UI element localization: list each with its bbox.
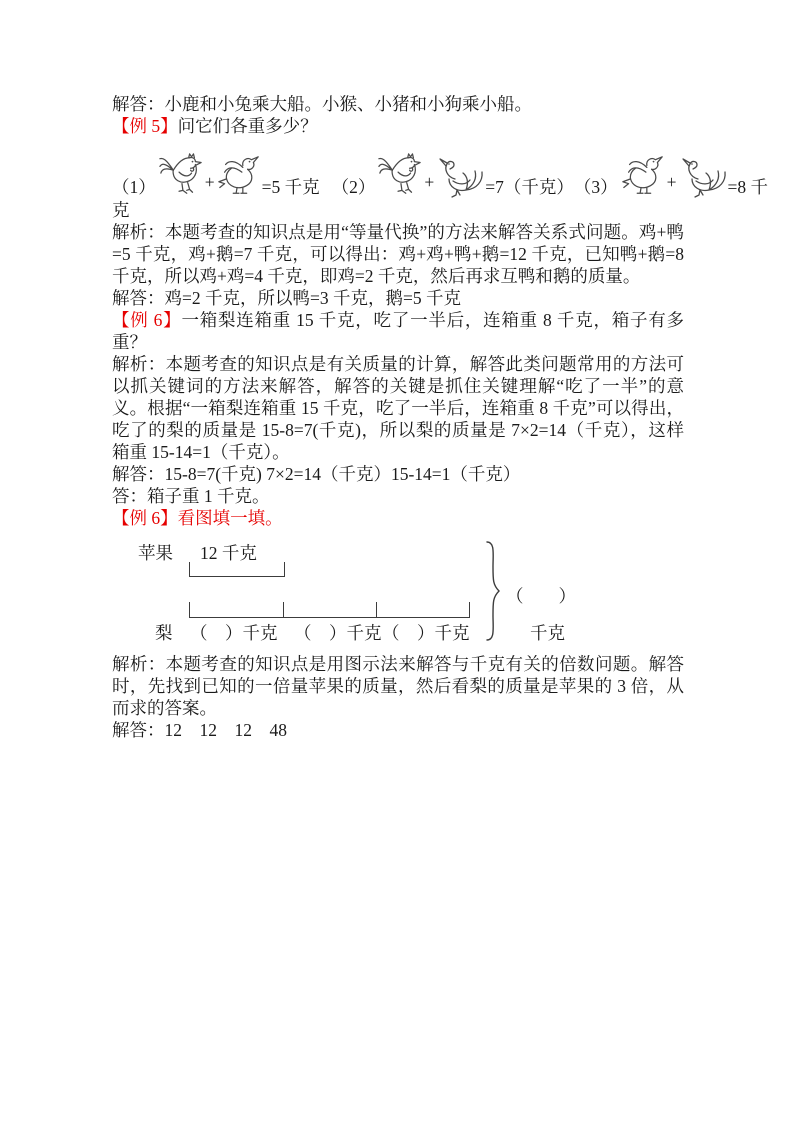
example5-tag: 【例 5】 bbox=[112, 116, 178, 136]
example6a-heading bbox=[112, 309, 684, 353]
equation1-result: =5 千克 bbox=[261, 177, 320, 197]
example5-answer: 解答：鸡=2 千克，所以鸭=3 千克，鹅=5 千克 bbox=[112, 288, 461, 308]
pear-segment-bracket bbox=[189, 602, 470, 618]
example6b-analysis: 解析：本题考查的知识点是用图示法来解答与千克有关的倍数问题。解答时，先找到已知的一倍量苹果的质量，然后看梨的质量是苹果的 3 倍，从而求的答案。 bbox=[112, 654, 684, 718]
example6b-heading bbox=[112, 507, 684, 529]
total-blank: （ ） bbox=[506, 586, 576, 606]
segment-tick bbox=[283, 602, 284, 617]
example6b-answer: 解答：12 12 12 48 bbox=[112, 720, 287, 740]
example6a-answer: 解答：15-8=7(千克) 7×2=14（千克）15-14=1（千克） bbox=[112, 464, 521, 484]
chicken-icon bbox=[377, 151, 423, 199]
equation2-result: =7（千克） bbox=[485, 177, 574, 197]
example5-equations-row bbox=[112, 143, 768, 199]
apple-label: 苹果 bbox=[138, 543, 173, 563]
equation2-index: （2） bbox=[331, 177, 376, 197]
pear-label: 梨 bbox=[155, 623, 173, 643]
apple-segment-bracket bbox=[189, 562, 285, 577]
pear-blank-3: （ ）千克 bbox=[382, 623, 470, 643]
pear-blank-2: （ ）千克 bbox=[294, 623, 382, 643]
previous-answer-line: 解答：小鹿和小兔乘大船。小猴、小猪和小狗乘小船。 bbox=[112, 94, 532, 114]
example6b-tag: 【例 6】 bbox=[112, 508, 178, 528]
apple-value: 12 千克 bbox=[200, 543, 257, 563]
equation3-result: =8 千 bbox=[727, 177, 768, 197]
plus-sign: + bbox=[424, 172, 435, 192]
curly-brace bbox=[483, 540, 501, 647]
duck-icon bbox=[620, 153, 666, 199]
equation3-wrap-char: 克 bbox=[112, 200, 130, 220]
example6a-tag: 【例 6】 bbox=[112, 310, 182, 330]
example5-analysis: 解析：本题考查的知识点是用“等量代换”的方法来解答关系式问题。鸡+鸭=5 千克，鸡+鹅=7 千克，可以得出：鸡+鸡+鸭+鹅=12 千克，已知鸭+鹅=8 千克，所以鸡+鸡=4 千克，即鸡=2 千克，然后再求互鸭和鹅的质量。 bbox=[112, 222, 684, 286]
plus-sign: + bbox=[204, 172, 215, 192]
example6a-analysis: 解析：本题考查的知识点是有关质量的计算，解答此类问题常用的方法可以抓关键词的方法来解答，解答的关键是抓住关键理解“吃了一半”的意义。根据“一箱梨连箱重 15 千克，吃了一半后，连箱重 8 千克”可以得出，吃了的梨的质量是 15-8=7(千克)，所以梨的质量是 7×2=14（千克），这样箱重 15-14=1（千克）。 bbox=[112, 354, 684, 462]
example6b-question: 看图填一填。 bbox=[177, 508, 283, 528]
chicken-icon bbox=[158, 151, 204, 199]
example5-question: 问它们各重多少？ bbox=[177, 116, 318, 136]
segment-tick bbox=[376, 602, 377, 617]
pear-blank-1: （ ）千克 bbox=[190, 623, 278, 643]
total-unit: 千克 bbox=[530, 623, 565, 643]
goose-icon bbox=[435, 155, 485, 199]
goose-icon bbox=[678, 155, 728, 199]
equation3-index: （3） bbox=[573, 177, 618, 197]
example5-heading bbox=[112, 115, 684, 137]
plus-sign: + bbox=[666, 172, 677, 192]
bar-diagram bbox=[112, 543, 684, 647]
example6a-conclusion: 答：箱子重 1 千克。 bbox=[112, 486, 270, 506]
equation1-index: （1） bbox=[112, 177, 156, 197]
worksheet-content bbox=[112, 93, 768, 741]
duck-icon bbox=[216, 153, 262, 199]
example6a-question: 一箱梨连箱重 15 千克，吃了一半后，连箱重 8 千克，箱子有多重？ bbox=[112, 310, 685, 352]
